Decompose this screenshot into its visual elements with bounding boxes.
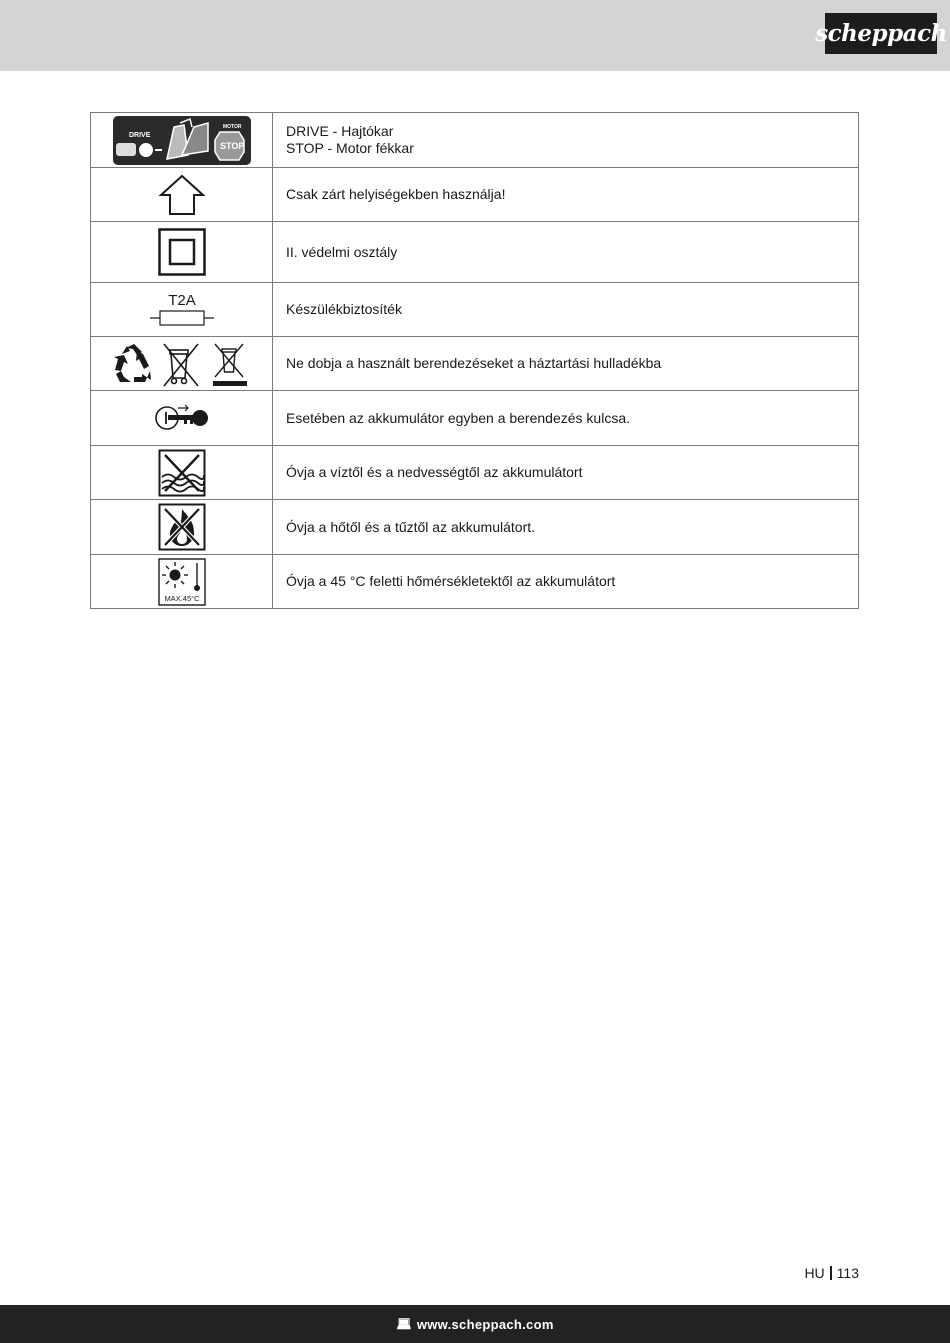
crossed-bin-bar-icon [213, 344, 247, 386]
fuse-icon [149, 290, 215, 330]
no-water-icon [158, 449, 206, 497]
icon-cell [91, 446, 273, 500]
website-link[interactable]: www.scheppach.com [416, 1316, 554, 1332]
table-row [91, 222, 859, 283]
icon-cell [91, 113, 273, 168]
text-cell [273, 391, 859, 446]
recycle-weee-icon [112, 340, 252, 388]
text-cell [273, 222, 859, 283]
table-row [91, 113, 859, 168]
table-row [91, 283, 859, 337]
protection-class-ii-icon [158, 228, 206, 276]
page-number [804, 1265, 859, 1281]
crossed-bin-icon [164, 344, 198, 386]
separator [830, 1266, 832, 1280]
fuse-rating-label: T2A [167, 291, 196, 309]
drive-label: DRIVE [128, 131, 150, 139]
text-cell [273, 337, 859, 391]
description-line: STOP - Motor fékkar [286, 140, 414, 156]
icon-cell [91, 222, 273, 283]
icon-cell [91, 283, 273, 337]
description-line: Óvja a 45 °C feletti hőmérsékletektől az akkumulátort [286, 573, 616, 589]
drive-stop-lever-icon [112, 115, 252, 166]
language-code: HU [804, 1265, 825, 1281]
icon-cell [91, 500, 273, 555]
table-row [91, 500, 859, 555]
text-cell [273, 168, 859, 222]
text-cell [273, 500, 859, 555]
table-row [91, 337, 859, 391]
text-cell [273, 446, 859, 500]
description-line: Ne dobja a használt berendezéseket a háztartási hulladékba [286, 355, 662, 371]
description-line: DRIVE - Hajtókar [286, 123, 394, 139]
description-line: II. védelmi osztály [286, 243, 398, 260]
table-row [91, 168, 859, 222]
computer-icon: 💻︎ [396, 1317, 412, 1331]
scheppach-logo: scheppach [825, 13, 937, 54]
table-row [91, 446, 859, 500]
max-temperature-icon [158, 558, 206, 606]
description-line: Óvja a víztől és a nedvességtől az akkumulátort [286, 464, 583, 480]
text-cell [273, 113, 859, 168]
description-line: Csak zárt helyiségekben használja! [286, 186, 506, 202]
icon-cell [91, 168, 273, 222]
description-line: Óvja a hőtől és a tűztől az akkumulátort. [286, 518, 536, 535]
no-fire-icon [158, 503, 206, 551]
icon-cell [91, 337, 273, 391]
indoor-house-icon [158, 173, 206, 217]
text-cell [273, 283, 859, 337]
recycle-icon [114, 344, 151, 382]
page-number-value: 113 [836, 1265, 859, 1281]
max-temperature-label: MAX.45°C [163, 593, 200, 603]
symbol-table [90, 112, 859, 609]
battery-key-icon [154, 403, 210, 433]
table-row [91, 555, 859, 609]
text-cell [273, 555, 859, 609]
footer-band [0, 1305, 950, 1343]
description-line: Esetében az akkumulátor egyben a berendezés kulcsa. [286, 409, 630, 426]
table-row [91, 391, 859, 446]
header-band [0, 0, 950, 71]
icon-cell [91, 391, 273, 446]
icon-cell [91, 555, 273, 609]
description-line: Készülékbiztosíték [286, 301, 402, 317]
motor-label: MOTOR [222, 123, 242, 130]
stop-label: STOP [219, 140, 244, 151]
